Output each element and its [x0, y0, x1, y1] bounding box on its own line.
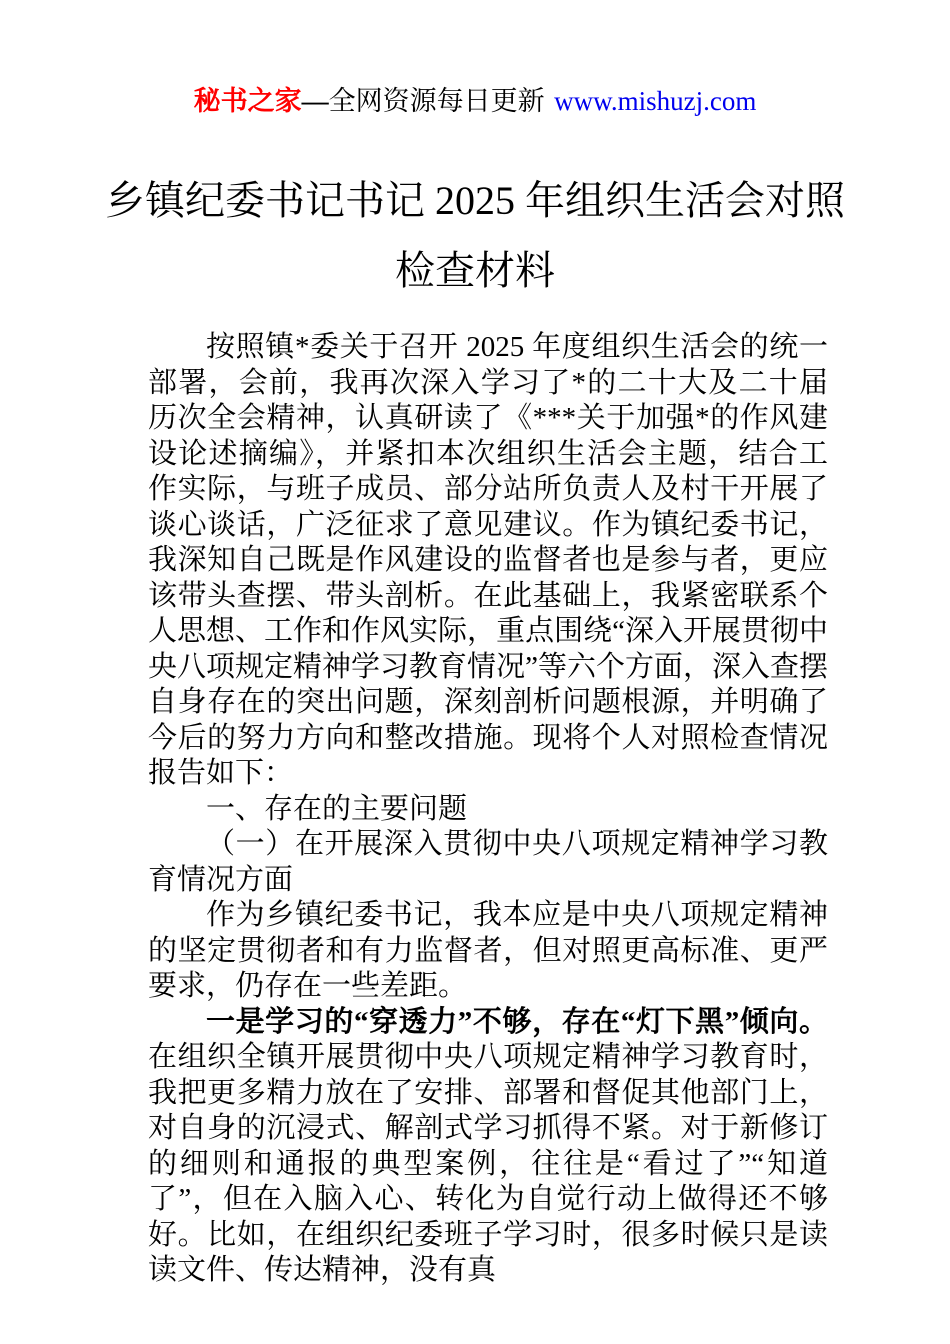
body-paragraph-intro: 按照镇*委关于召开 2025 年度组织生活会的统一部署，会前，我再次深入学习了*的二十大及二十届历次全会精神，认真研读了《***关于加强*的作风建设论述摘编》，并紧扣本次组织生活会主题，结合工作实际，与班子成员、部分站所负责人及村干开展了谈心谈话，广泛征求了意见建议。作为镇纪委书记，我深知自己既是作风建设的监督者也是参与者，更应该带头查摆、带头剖析。在此基础上，我紧密联系个人思想、工作和作风实际，重点围绕“深入开展贯彻中央八项规定精神学习教育情况”等六个方面，深入查摆自身存在的突出问题，深刻剖析问题根源，并明确了今后的努力方向和整改措施。现将个人对照检查情况报告如下：: [148, 331, 828, 789]
site-url-link[interactable]: www.mishuzj.com: [554, 86, 757, 116]
document-body: [148, 330, 828, 1289]
separator-dash: —: [301, 86, 329, 116]
body-heading-section-one: （一）在开展深入贯彻中央八项规定精神学习教育情况方面: [148, 828, 828, 896]
document-title: [55, 166, 895, 306]
document-title-line-2: 检查材料: [395, 248, 555, 293]
issue-one-bold-lead: 一是学习的“穿透力”不够，存在“灯下黑”倾向。: [206, 1005, 828, 1038]
issue-one-body-text: 在组织全镇开展贯彻中央八项规定精神学习教育时，我把更多精力放在了安排、部署和督促其他部门上，对自身的沉浸式、解剖式学习抓得不紧。对于新修订的细则和通报的典型案例，往往是“看过了”“知道了”，但在入脑入心、转化为自觉行动上做得还不够好。比如，在组织纪委班子学习时，很多时候只是读读文件、传达精神，没有真: [148, 1041, 828, 1286]
site-tagline: 全网资源每日更新: [328, 86, 545, 116]
document-title-line-1: 乡镇纪委书记书记 2025 年组织生活会对照: [105, 178, 845, 223]
body-heading-main-problems: 一、存在的主要问题: [206, 792, 468, 825]
site-header: [0, 0, 950, 120]
body-paragraph-issue-one: [148, 1005, 828, 1289]
site-brand: 秘书之家: [193, 86, 302, 116]
body-paragraph-self-assessment: 作为乡镇纪委书记，我本应是中央八项规定精神的坚定贯彻者和有力监督者，但对照更高标准、更严要求，仍存在一些差距。: [148, 899, 828, 1002]
